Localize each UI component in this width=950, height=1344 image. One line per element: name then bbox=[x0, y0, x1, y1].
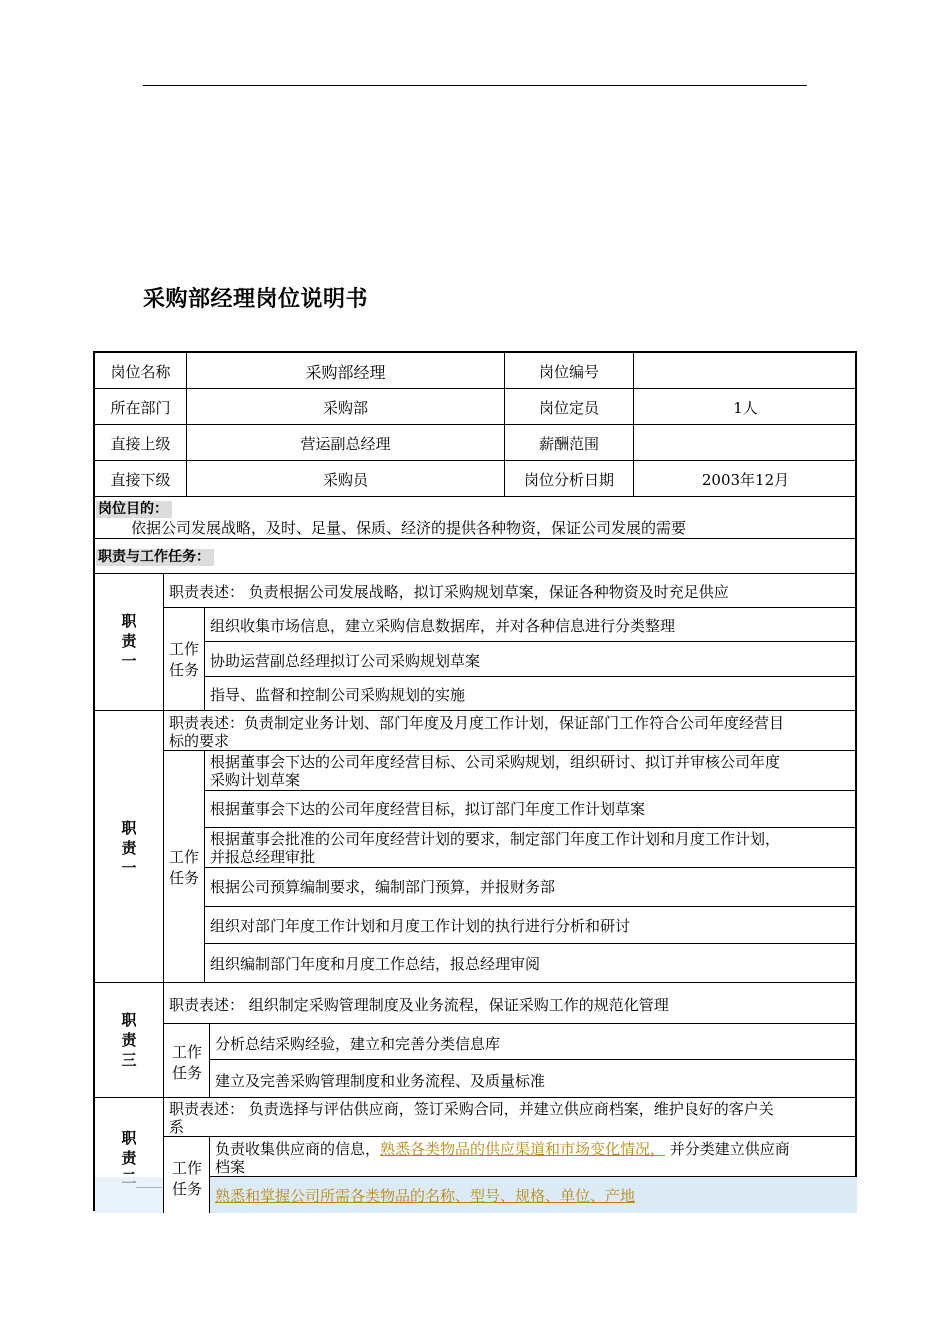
label-department: 所在部门 bbox=[110, 398, 171, 417]
duty-2-task-label: 工作任务 bbox=[168, 848, 199, 887]
value-subordinate: 采购员 bbox=[322, 470, 368, 489]
value-salary-range bbox=[634, 425, 857, 461]
purpose-heading: 岗位目的： bbox=[96, 501, 172, 518]
job-description-table bbox=[93, 351, 857, 1211]
duty-1-statement: 职责表述： 负责根据公司发展战略，拟订采购规划草案，保证各种物资及时充足供应 bbox=[169, 583, 729, 601]
duty-1-task-1: 组织收集市场信息，建立采购信息数据库，并对各种信息进行分类整理 bbox=[210, 617, 676, 635]
duty-3-task-1: 分析总结采购经验，建立和完善分类信息库 bbox=[215, 1035, 501, 1053]
duty-1-task-2: 协助运营副总经理拟订公司采购规划草案 bbox=[210, 652, 481, 670]
value-analysis-date: 2003年12月 bbox=[701, 470, 790, 489]
duty-1-label: 职 责 一 bbox=[121, 612, 137, 670]
label-subordinate: 直接下级 bbox=[110, 470, 171, 489]
duty-2-task-6: 组织编制部门年度和月度工作总结，报总经理审阅 bbox=[210, 955, 541, 973]
purpose-text: 依据公司发展战略，及时、足量、保质、经济的提供各种物资，保证公司发展的需要 bbox=[131, 519, 687, 537]
duties-heading: 职责与工作任务： bbox=[96, 549, 214, 566]
duty-2-task-2: 根据董事会下达的公司年度经营目标，拟订部门年度工作计划草案 bbox=[210, 800, 646, 818]
header-rule bbox=[143, 85, 807, 86]
label-headcount: 岗位定员 bbox=[538, 398, 599, 417]
duty-4-task-1: 负责收集供应商的信息，熟悉各类物品的供应渠道和市场变化情况， 并分类建立供应商 档案 bbox=[215, 1140, 790, 1176]
value-supervisor: 营运副总经理 bbox=[300, 434, 391, 453]
duty-3-statement: 职责表述： 组织制定采购管理制度及业务流程，保证采购工作的规范化管理 bbox=[169, 996, 669, 1014]
highlighted-text: 熟悉各类物品的供应渠道和市场变化情况， bbox=[380, 1140, 666, 1158]
duty-1-task-label: 工作任务 bbox=[168, 640, 199, 679]
duty-2-task-5: 组织对部门年度工作计划和月度工作计划的执行进行分析和研讨 bbox=[210, 917, 631, 935]
label-analysis-date: 岗位分析日期 bbox=[523, 470, 614, 489]
duty-2-task-1: 根据董事会下达的公司年度经营目标、公司采购规划，组织研讨、拟订并审核公司年度 采购计划草案 bbox=[210, 753, 781, 789]
value-department: 采购部 bbox=[322, 398, 368, 417]
duty-3-task-2: 建立及完善采购管理制度和业务流程、及质量标准 bbox=[215, 1072, 546, 1090]
duty-4-task-label: 工作任务 bbox=[171, 1159, 202, 1198]
duty-2-statement: 职责表述：负责制定业务计划、部门年度及月度工作计划，保证部门工作符合公司年度经营目 标的要求 bbox=[169, 714, 785, 750]
duty-4-statement: 职责表述： 负责选择与评估供应商，签订采购合同，并建立供应商档案，维护良好的客户关 系 bbox=[169, 1100, 774, 1136]
page-title: 采购部经理岗位说明书 bbox=[143, 287, 369, 312]
duty-3-label: 职 责 三 bbox=[121, 1011, 137, 1069]
duty-4-label: 职 责 bbox=[121, 1129, 137, 1167]
duty-2-label: 职 责 一 bbox=[121, 819, 137, 877]
duty-2-task-4: 根据公司预算编制要求，编制部门预算，并报财务部 bbox=[210, 878, 556, 896]
label-salary-range: 薪酬范围 bbox=[538, 434, 599, 453]
duty-4-task-2[interactable]: 熟悉和掌握公司所需各类物品的名称、型号、规格、单位、产地 bbox=[215, 1187, 636, 1205]
label-position-name: 岗位名称 bbox=[110, 362, 171, 381]
value-position-name: 采购部经理 bbox=[305, 362, 386, 382]
label-position-code: 岗位编号 bbox=[538, 362, 599, 381]
value-position-code bbox=[634, 353, 857, 389]
duty-2-task-3: 根据董事会批准的公司年度经营计划的要求，制定部门年度工作计划和月度工作计划， 并报总经理审批 bbox=[210, 830, 781, 866]
label-supervisor: 直接上级 bbox=[110, 434, 171, 453]
value-headcount: 1人 bbox=[733, 398, 758, 417]
duty-3-task-label: 工作任务 bbox=[171, 1043, 202, 1082]
duty-1-task-3: 指导、监督和控制公司采购规划的实施 bbox=[210, 686, 466, 704]
